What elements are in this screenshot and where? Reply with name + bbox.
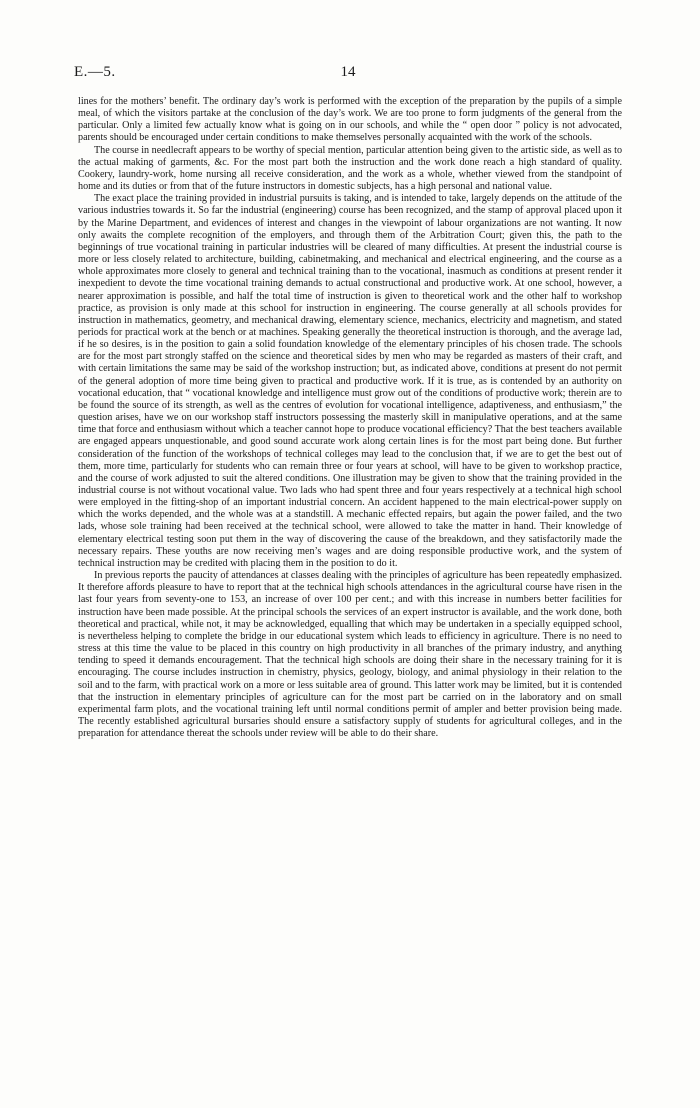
paragraph-needlecraft: The course in needlecraft appears to be worthy of special mention, particular attention being given to the artistic side, as well as to the actual making of garments, &c. For the most part both the instruction and the work done reach a high standard of quality. Cookery, laundry-work, home nursing all receive consideration, and the work as a whole, whether viewed from the standpoint of home and its duties or from that of the future instructors in domestic subjects, has a high personal and national value. <box>78 144 623 193</box>
paragraph-industrial-training: The exact place the training provided in industrial pursuits is taking, and is intended to take, largely depends on the attitude of the various industries towards it. So far the industrial (engineering) course has been recognized, and the stamp of approval placed upon it by the Marine Department, and evidences of interest and changes in the viewpoint of labour organizations are not wanting. It now only awaits the complete recognition of the employers, and through them of the Arbitration Court; given this, the path to the beginnings of true vocational training in particular industries will be cleared of many difficulties. At present the industrial course is more or less closely related to architecture, building, cabinetmaking, and mechanical and electrical engineering, and the course as a whole approximates more closely to general and technical training than to the vocational, inasmuch as conditions at present render it inexpedient to devote the time vocational training demands to actual constructional and productive work. At one school, however, a nearer approximation is possible, and half the total time of instruction is given to theoretical work and the other half to workshop practice, as provision is only made at this school for instruction in engineering. The course generally at all schools provides for instruction in mathematics, geometry, and mechanical drawing, elementary science, mechanics, electricity and magnetism, and stated periods for practical work at the bench or at machines. Speaking generally the theoretical instruction is thorough, and the average lad, if he so desires, is in the position to gain a solid foundation knowledge of the elementary principles of his chosen trade. The schools are for the most part strongly staffed on the science and theoretical sides by men who may be regarded as masters of their craft, and with certain limitations the same may be said of the workshop instruction; but, as indicated above, conditions at present do not permit of the general adoption of more time being given to practical and productive work. If it is true, as is contended by an authority on vocational education, that “ vocational knowledge and intelligence must grow out of the conditions of productive work; therein are to be found the source of its strength, as well as the centres of evolution for vocational intelligence, adaptiveness, and enthusiasm,” the question arises, have we on our workshop staff instructors possessing the masterly skill in manipulative operations, and at the same time that force and enthusiasm without which a teacher cannot hope to produce vocational efficiency? That the best teachers available are engaged appears unquestionable, and good sound accurate work along certain lines is for the most part being done. But further consideration of the function of the workshops of technical colleges may lead to the conclusion that, if we are to get the best out of them, more time, particularly for students who can remain three or four years at school, will have to be given to workshop practice, and the course of work adjusted to suit the altered conditions. One illustration may be given to show that the training provided in the industrial course is not without vocational value. Two lads who had spent three and four years respectively at a technical high school were employed in the fitting-shop of an important industrial concern. An accident happened to the main electrical-power supply on which the works depended, and the whole was at a standstill. A mechanic effected repairs, but again the power failed, and the two lads, whose sole training had been received at the technical school, were allowed to take the matter in hand. Their knowledge of elementary electrical testing soon put them in the way of discovering the cause of the breakdown, and they satisfactorily made the necessary repairs. These youths are now receiving men’s wages and are doing responsible productive work, and the system of technical instruction may be credited with placing them in the position to do it. <box>78 193 622 569</box>
page-header <box>74 64 622 84</box>
page-number: 14 <box>340 64 356 80</box>
body-text <box>78 96 622 740</box>
paragraph-mothers-benefit: lines for the mothers’ benefit. The ordinary day’s work is performed with the exception of the preparation by the pupils of a simple meal, of which the visitors partake at the conclusion of the day’s work. We are too prone to form judgments of the general from the particular. Only a limited few actually know what is going on in our schools, and while the “ open door ” policy is not advocated, parents should be encouraged under certain conditions to make themselves personally acquainted with the work of the schools. <box>78 96 622 144</box>
document-reference: E.—5. <box>74 64 116 80</box>
paragraph-agriculture: In previous reports the paucity of attendances at classes dealing with the principles of agriculture has been repeatedly emphasized. It therefore affords pleasure to have to report that at the technical high schools attendances in the agricultural course have risen in the last four years from seventy-one to 153, an increase of over 100 per cent.; and with this increase in numbers better facilities for instruction have been made possible. At the principal schools the services of an expert instructor is available, and the work done, both theoretical and practical, while not, it may be acknowledged, equalling that which may be undertaken in a specially equipped school, is nevertheless helping to complete the bridge in our educational system which leads to efficiency in agriculture. There is no need to stress at this time the value to be placed in this country on high productivity in all branches of the primary industry, and anything tending to speed it demands encouragement. That the technical high schools are doing their share in the necessary training for it is encouraging. The course includes instruction in chemistry, physics, geology, biology, and animal physiology in their relation to the soil and to the farm, with practical work on a more or less suitable area of ground. This latter work may be limited, but it is contended that the instruction in elementary principles of agriculture can for the most part be carried on in the laboratory and on small experimental farm plots, and the vocational training left until normal conditions permit of ampler and better provision being made. The recently established agricultural bursaries should ensure a satisfactory supply of students for agricultural colleges, and in the preparation for attendance thereat the schools under review will be able to do their share. <box>78 570 622 740</box>
